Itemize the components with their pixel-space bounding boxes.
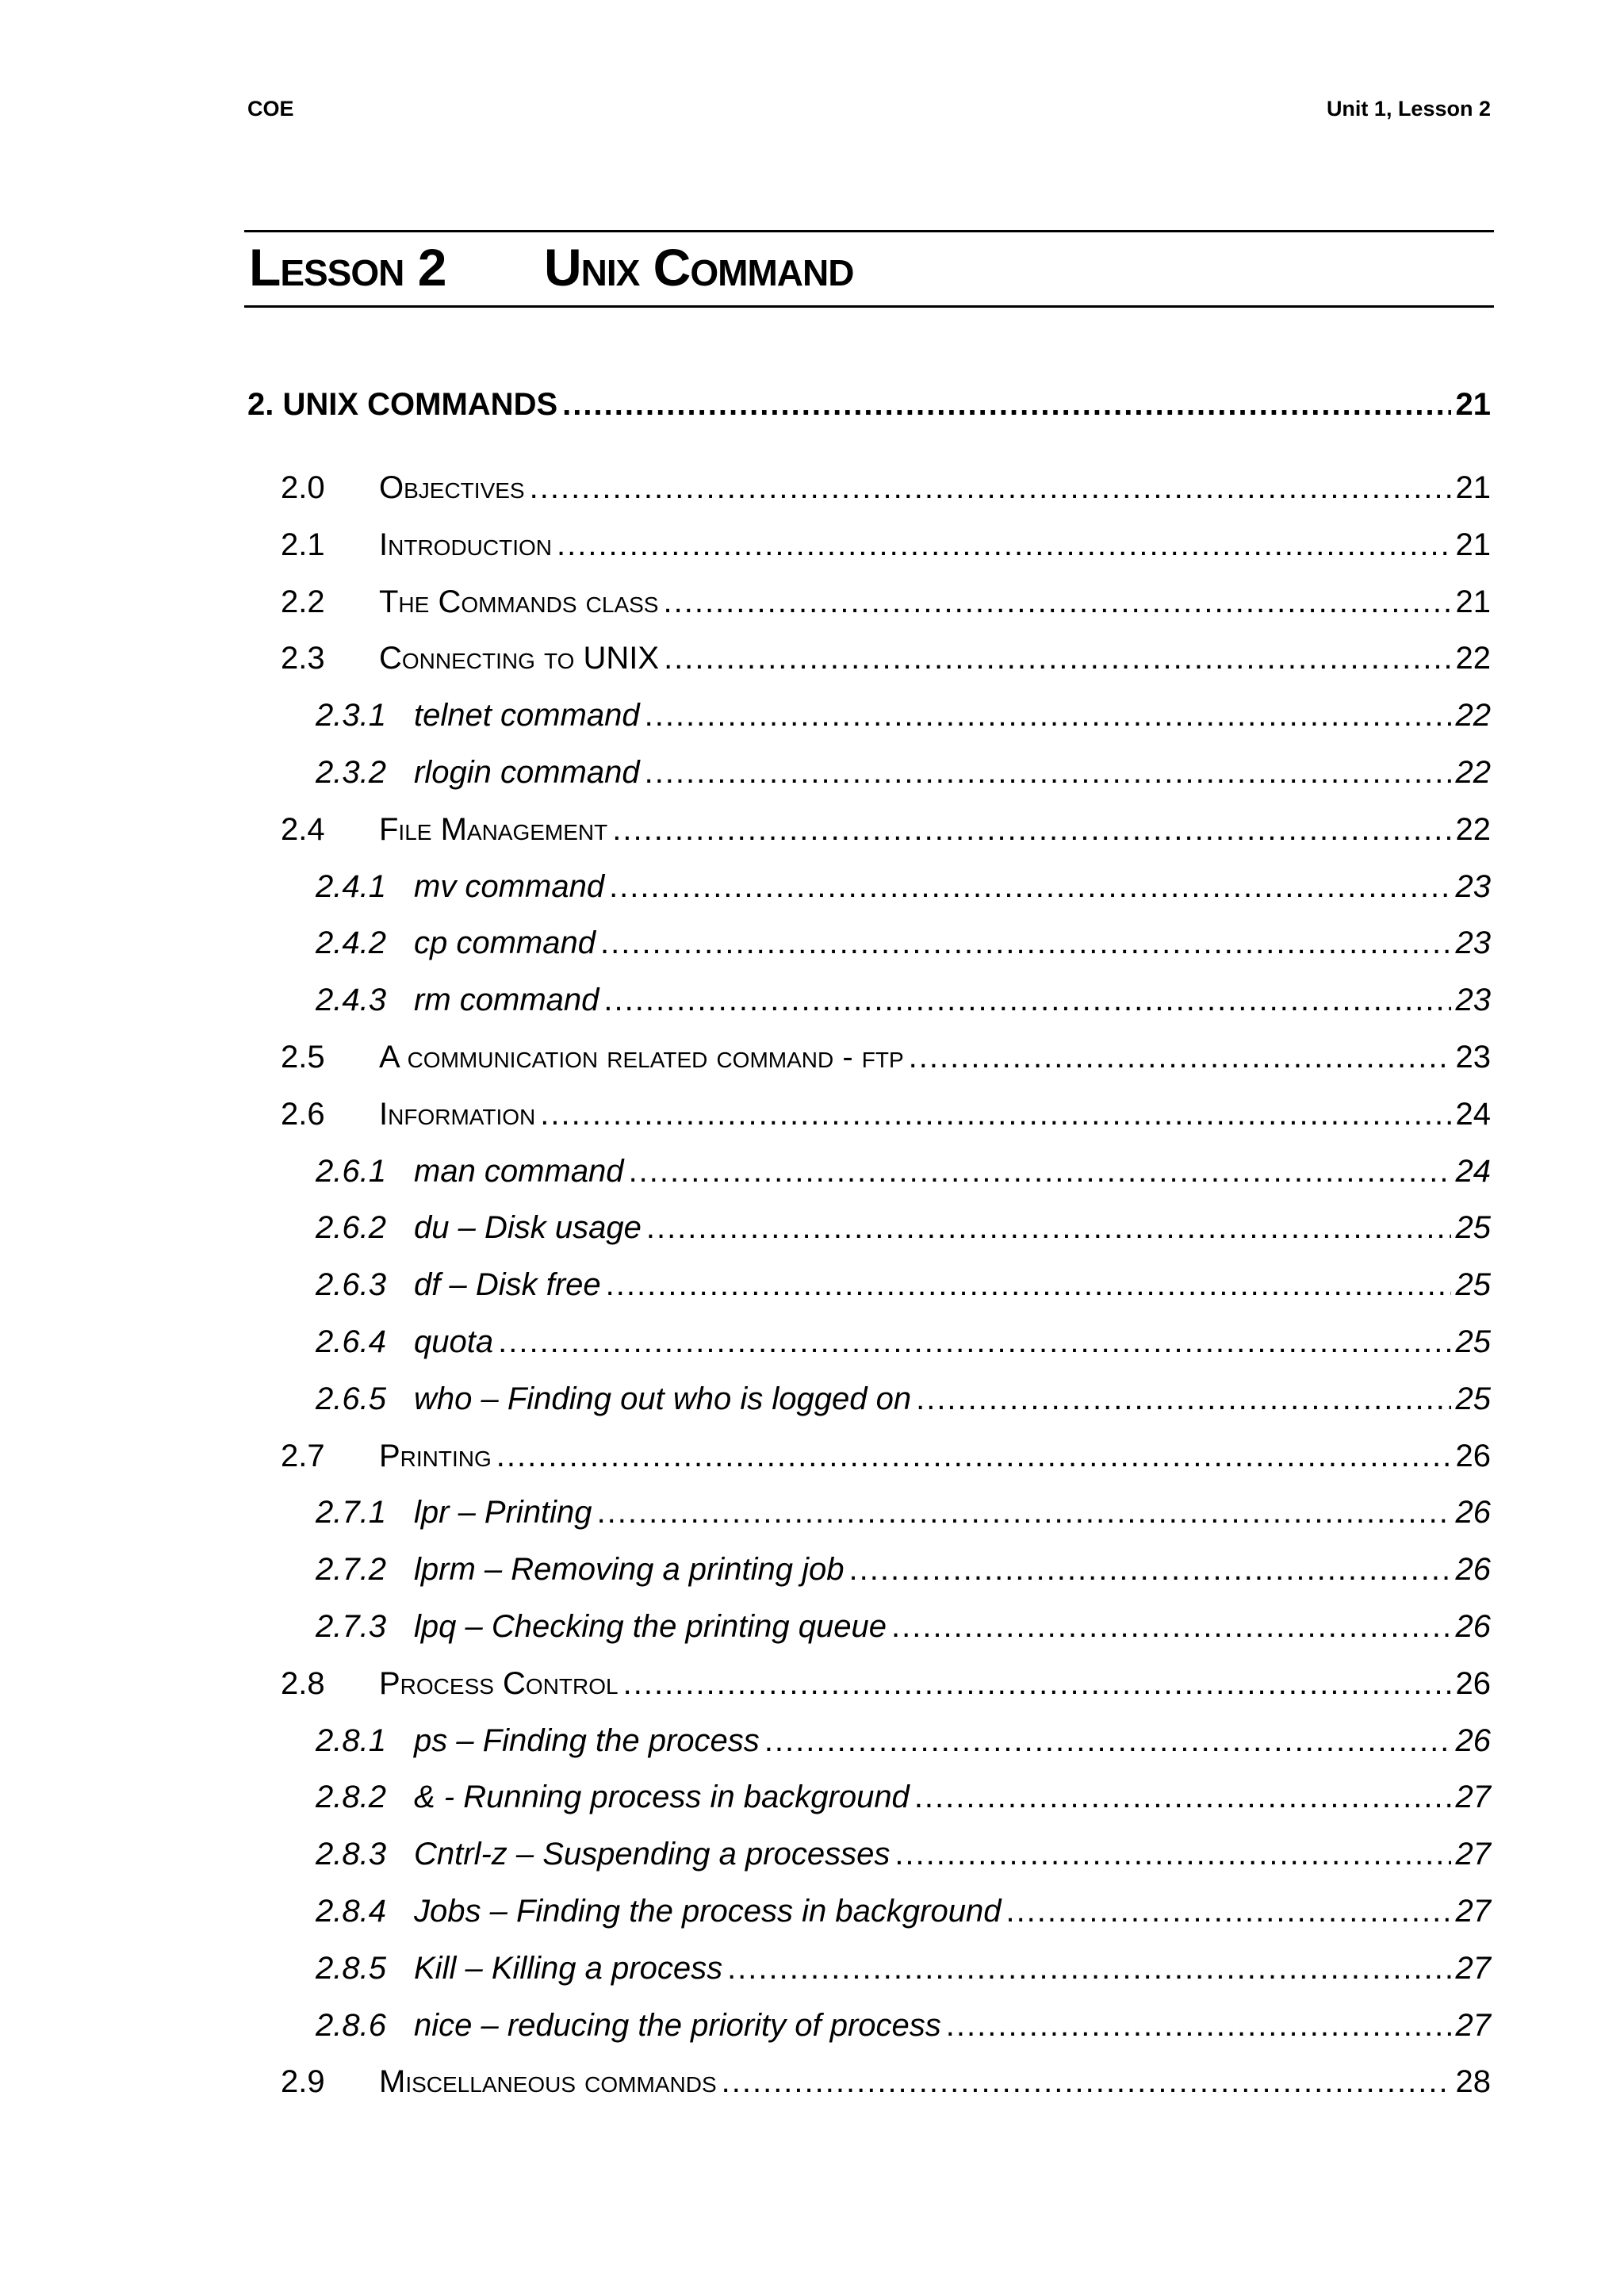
toc-entry-text: telnet command	[414, 698, 640, 734]
toc-entry[interactable]	[247, 460, 1491, 517]
toc-entry-number: 2.6.3	[316, 1267, 386, 1303]
toc-leader-dots	[562, 387, 1450, 423]
toc-entry-number: 2.5	[281, 1039, 325, 1075]
toc-entry[interactable]	[247, 972, 1491, 1029]
toc-entry[interactable]	[247, 574, 1491, 631]
toc-entry-text: ps – Finding the process	[414, 1722, 760, 1758]
toc-entry-number: 2.2	[281, 584, 325, 619]
toc-entry-text: rm command	[414, 983, 599, 1018]
toc-entry-text: lpr – Printing	[414, 1495, 592, 1531]
toc-entry-page: 21	[1455, 527, 1491, 562]
toc-leader-dots	[848, 1542, 1450, 1599]
toc-entry-text: rlogin command	[414, 754, 640, 790]
toc-entry-number: 2.7.2	[316, 1552, 386, 1588]
header-course: COE	[247, 97, 294, 121]
toc-entry-page: 26	[1455, 1722, 1491, 1758]
toc-entry[interactable]	[247, 1998, 1491, 2055]
toc-entry-page: 27	[1455, 1950, 1491, 1986]
toc-leader-dots	[498, 1314, 1450, 1371]
toc-entry-number: 2.3.1	[316, 698, 386, 734]
toc-entry-number: 2.8	[281, 1665, 325, 1701]
toc-entry-number: 2.8.5	[316, 1950, 386, 1986]
lesson-title-block	[244, 230, 1494, 308]
lesson-title: Unix Command	[544, 238, 854, 297]
toc-entry-text: & - Running process in background	[414, 1780, 910, 1815]
toc-entry-page: 22	[1455, 698, 1491, 734]
toc-entry[interactable]	[247, 1883, 1491, 1941]
page-header	[244, 97, 1491, 122]
toc-entry-number: 2.6.1	[316, 1153, 386, 1189]
toc-entry-text: File Management	[379, 811, 608, 847]
toc-entry-page: 24	[1455, 1153, 1491, 1189]
toc-entry-text: Information	[379, 1096, 536, 1132]
toc-entry-number: 2.9	[281, 2064, 325, 2100]
toc-entry-number: 2.7	[281, 1438, 325, 1473]
toc-entry-text: quota	[414, 1324, 494, 1359]
toc-entry[interactable]	[247, 517, 1491, 574]
toc-entry-page: 23	[1455, 983, 1491, 1018]
toc-entry-text: Connecting to UNIX	[379, 641, 660, 676]
toc-leader-dots	[496, 1428, 1451, 1485]
toc-leader-dots	[597, 1485, 1451, 1542]
toc-entry-number: 2.0	[281, 470, 325, 505]
toc-entry-text: mv command	[414, 868, 605, 904]
toc-entry[interactable]	[247, 688, 1491, 745]
toc-entry-number: 2.8.1	[316, 1722, 386, 1758]
toc-leader-dots	[891, 1599, 1451, 1656]
toc-entry-page: 25	[1455, 1267, 1491, 1303]
toc-entry[interactable]	[247, 1599, 1491, 1656]
toc-entry-text: who – Finding out who is logged on	[414, 1381, 912, 1416]
toc-leader-dots	[612, 802, 1450, 859]
toc-entry[interactable]	[247, 1086, 1491, 1144]
toc-entry-number: 2.8.2	[316, 1780, 386, 1815]
toc-entry[interactable]	[247, 1257, 1491, 1314]
toc-entry[interactable]	[247, 1371, 1491, 1428]
toc-leader-dots	[663, 574, 1450, 631]
toc-entry-page: 22	[1455, 754, 1491, 790]
toc-entry-page: 23	[1455, 1039, 1491, 1075]
toc-entry-page: 27	[1455, 2007, 1491, 2043]
toc-entry[interactable]	[247, 915, 1491, 972]
toc-entry[interactable]	[247, 1542, 1491, 1599]
toc-entry[interactable]	[247, 1200, 1491, 1257]
toc-entry-page: 27	[1455, 1780, 1491, 1815]
toc-leader-dots	[664, 630, 1450, 688]
toc-entry-page: 26	[1455, 1438, 1491, 1473]
toc-entry-page: 27	[1455, 1893, 1491, 1929]
toc-entry[interactable]	[247, 630, 1491, 688]
toc-entry-text: lpq – Checking the printing queue	[414, 1608, 887, 1644]
toc-entry-number: 2.3.2	[316, 754, 386, 790]
toc-leader-dots	[914, 1769, 1451, 1826]
toc-entry-text: Introduction	[379, 527, 552, 562]
toc-entry-number: 2.6.4	[316, 1324, 386, 1359]
toc-leader-dots	[946, 1998, 1451, 2055]
toc-entry-page: 28	[1455, 2064, 1491, 2100]
toc-entry[interactable]	[247, 2054, 1491, 2111]
toc-entry-text: lprm – Removing a printing job	[414, 1552, 845, 1588]
toc-entry-text: du – Disk usage	[414, 1210, 642, 1246]
toc-leader-dots	[609, 859, 1450, 916]
toc-entry-text: The Commands class	[379, 584, 659, 619]
toc-entry-number: 2.4	[281, 811, 325, 847]
toc-leader-dots	[645, 745, 1451, 802]
toc-entry-text: cp command	[414, 925, 596, 961]
toc-entry-number: 2.1	[281, 527, 325, 562]
toc-entry[interactable]	[247, 1485, 1491, 1542]
toc-entry-page: 26	[1455, 1608, 1491, 1644]
toc-entry-page: 23	[1455, 925, 1491, 961]
table-of-contents	[247, 460, 1491, 2111]
toc-entry-number: 2.7.3	[316, 1608, 386, 1644]
toc-leader-dots	[600, 915, 1451, 972]
toc-leader-dots	[909, 1029, 1451, 1086]
toc-leader-dots	[540, 1086, 1450, 1144]
toc-entry-number: 2.6.5	[316, 1381, 386, 1416]
toc-entry-number: 2.8.3	[316, 1837, 386, 1872]
toc-leader-dots	[894, 1826, 1450, 1883]
toc-entry-text: Printing	[379, 1438, 492, 1473]
toc-entry-text: man command	[414, 1153, 624, 1189]
toc-entry-number: 2.8.4	[316, 1893, 386, 1929]
toc-entry[interactable]	[247, 1656, 1491, 1713]
toc-entry-text: Kill – Killing a process	[414, 1950, 723, 1986]
toc-leader-dots	[645, 688, 1451, 745]
toc-entry-text: A communication related command - ftp	[379, 1039, 904, 1075]
toc-entry[interactable]	[247, 1826, 1491, 1883]
toc-main-entry[interactable]	[247, 387, 1491, 431]
toc-leader-dots	[606, 1257, 1451, 1314]
toc-entry[interactable]	[247, 1713, 1491, 1770]
toc-leader-dots	[764, 1713, 1451, 1770]
toc-entry-number: 2.6.2	[316, 1210, 386, 1246]
toc-entry[interactable]	[247, 1428, 1491, 1485]
toc-entry-text: df – Disk free	[414, 1267, 601, 1303]
toc-entry[interactable]	[247, 1029, 1491, 1086]
toc-entry-number: 2.4.1	[316, 868, 386, 904]
lesson-number: Lesson 2	[249, 238, 446, 297]
toc-entry-page: 25	[1455, 1210, 1491, 1246]
toc-entry-number: 2.3	[281, 641, 325, 676]
toc-leader-dots	[916, 1371, 1450, 1428]
toc-entry-number: 2.8.6	[316, 2007, 386, 2043]
toc-entry-number: 2.4.2	[316, 925, 386, 961]
toc-leader-dots	[727, 1941, 1450, 1998]
toc-entry[interactable]	[247, 1941, 1491, 1998]
toc-entry-page: 26	[1455, 1552, 1491, 1588]
toc-entry-page: 27	[1455, 1837, 1491, 1872]
toc-leader-dots	[603, 972, 1450, 1029]
toc-entry[interactable]	[247, 859, 1491, 916]
toc-leader-dots	[623, 1656, 1451, 1713]
toc-entry-page: 22	[1455, 811, 1491, 847]
toc-entry-page: 23	[1455, 868, 1491, 904]
toc-entry-text: Objectives	[379, 470, 525, 505]
toc-entry-text: Cntrl-z – Suspending a processes	[414, 1837, 891, 1872]
toc-entry-number: 2.7.1	[316, 1495, 386, 1531]
toc-entry-page: 22	[1455, 641, 1491, 676]
toc-entry-text: Miscellaneous commands	[379, 2064, 717, 2100]
toc-entry-page: 21	[1455, 470, 1491, 505]
toc-entry-number: 2.4.3	[316, 983, 386, 1018]
toc-entry-text: nice – reducing the priority of process	[414, 2007, 941, 2043]
toc-leader-dots	[722, 2054, 1451, 2111]
toc-entry[interactable]	[247, 745, 1491, 802]
toc-leader-dots	[1005, 1883, 1450, 1941]
toc-leader-dots	[557, 517, 1451, 574]
toc-leader-dots	[646, 1200, 1451, 1257]
toc-entry-page: 24	[1455, 1096, 1491, 1132]
toc-entry[interactable]	[247, 1144, 1491, 1201]
toc-entry-page: 26	[1455, 1495, 1491, 1531]
toc-entry-page: 25	[1455, 1381, 1491, 1416]
toc-entry[interactable]	[247, 1314, 1491, 1371]
toc-entry[interactable]	[247, 1769, 1491, 1826]
toc-leader-dots	[530, 460, 1451, 517]
toc-entry-number: 2.6	[281, 1096, 325, 1132]
toc-leader-dots	[629, 1144, 1451, 1201]
toc-entry-text: Process Control	[379, 1665, 619, 1701]
toc-main-page: 21	[1455, 387, 1491, 422]
toc-entry[interactable]	[247, 802, 1491, 859]
toc-entry-page: 21	[1455, 584, 1491, 619]
header-unit-lesson: Unit 1, Lesson 2	[1326, 97, 1491, 121]
toc-main-text: 2. UNIX COMMANDS	[247, 387, 558, 422]
toc-entry-page: 26	[1455, 1665, 1491, 1701]
toc-entry-page: 25	[1455, 1324, 1491, 1359]
toc-entry-text: Jobs – Finding the process in background	[414, 1893, 1002, 1929]
